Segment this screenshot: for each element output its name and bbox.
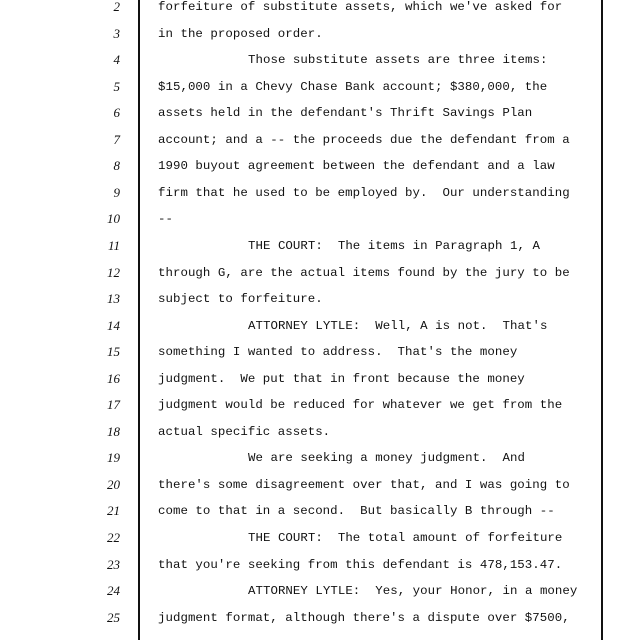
line-text: $15,000 in a Chevy Chase Bank account; $380,000, the — [158, 79, 548, 94]
transcript-line — [0, 451, 640, 478]
line-number: 2 — [113, 0, 120, 14]
transcript-line — [0, 0, 640, 27]
line-number: 3 — [113, 25, 120, 41]
line-number: 5 — [113, 78, 120, 94]
line-text: ATTORNEY LYTLE: Well, A is not. That's — [248, 318, 548, 333]
line-text: THE COURT: The items in Paragraph 1, A — [248, 238, 540, 253]
line-number: 12 — [107, 264, 120, 280]
line-number: 6 — [113, 105, 120, 121]
line-text: judgment. We put that in front because the money — [158, 371, 525, 386]
line-number: 21 — [107, 503, 120, 519]
line-number: 24 — [107, 583, 120, 599]
transcript-line — [0, 212, 640, 239]
line-text: judgment would be reduced for whatever we get from the — [158, 398, 563, 413]
transcript-line — [0, 425, 640, 452]
line-text: ATTORNEY LYTLE: Yes, your Honor, in a money — [248, 584, 578, 599]
line-text: come to that in a second. But basically B through -- — [158, 504, 555, 519]
line-number: 19 — [107, 450, 120, 466]
line-text: there's some disagreement over that, and I was going to — [158, 477, 570, 492]
line-text: -- — [158, 212, 173, 227]
transcript-line — [0, 319, 640, 346]
transcript-line — [0, 80, 640, 107]
line-text: in the proposed order. — [158, 26, 323, 41]
transcript-line — [0, 292, 640, 319]
line-text: Those substitute assets are three items: — [248, 53, 548, 68]
transcript-line — [0, 531, 640, 558]
line-text: account; and a -- the proceeds due the defendant from a — [158, 132, 570, 147]
transcript-line — [0, 345, 640, 372]
line-number: 14 — [107, 317, 120, 333]
line-text: firm that he used to be employed by. Our understanding — [158, 185, 570, 200]
line-number: 23 — [107, 556, 120, 572]
line-number: 4 — [113, 52, 120, 68]
line-text: through G, are the actual items found by the jury to be — [158, 265, 570, 280]
transcript-line — [0, 159, 640, 186]
transcript-line — [0, 504, 640, 531]
line-number: 10 — [107, 211, 120, 227]
line-number: 22 — [107, 530, 120, 545]
line-number: 8 — [113, 158, 120, 174]
line-number: 11 — [107, 237, 120, 253]
line-text: 1990 buyout agreement between the defendant and a law — [158, 159, 555, 174]
line-number: 25 — [107, 609, 120, 625]
transcript-line — [0, 239, 640, 266]
transcript-line — [0, 584, 640, 611]
line-text: that you're seeking from this defendant is 478,153.47. — [158, 557, 563, 572]
transcript-line — [0, 266, 640, 293]
line-number: 20 — [107, 476, 120, 492]
line-number: 9 — [113, 184, 120, 200]
line-number: 17 — [107, 397, 120, 413]
transcript-line — [0, 27, 640, 54]
transcript-line — [0, 372, 640, 399]
line-number: 18 — [107, 423, 120, 439]
line-number: 7 — [113, 131, 120, 147]
line-text: judgment format, although there's a dispute over $7500, — [158, 610, 570, 625]
line-text: subject to forfeiture. — [158, 292, 323, 307]
transcript-line — [0, 611, 640, 638]
line-text: something I wanted to address. That's the money — [158, 345, 518, 360]
line-text: We are seeking a money judgment. And — [248, 451, 525, 466]
transcript-line — [0, 478, 640, 505]
line-number: 13 — [107, 291, 120, 307]
line-number: 15 — [107, 344, 120, 360]
transcript-line — [0, 133, 640, 160]
transcript-line — [0, 558, 640, 585]
line-text: THE COURT: The total amount of forfeiture — [248, 531, 563, 545]
line-text: actual specific assets. — [158, 424, 331, 439]
line-number: 16 — [107, 370, 120, 386]
transcript-line — [0, 186, 640, 213]
transcript-line — [0, 398, 640, 425]
transcript-line — [0, 53, 640, 80]
line-text: forfeiture of substitute assets, which we've asked for — [158, 0, 563, 14]
transcript-line — [0, 106, 640, 133]
line-text: assets held in the defendant's Thrift Savings Plan — [158, 106, 533, 121]
